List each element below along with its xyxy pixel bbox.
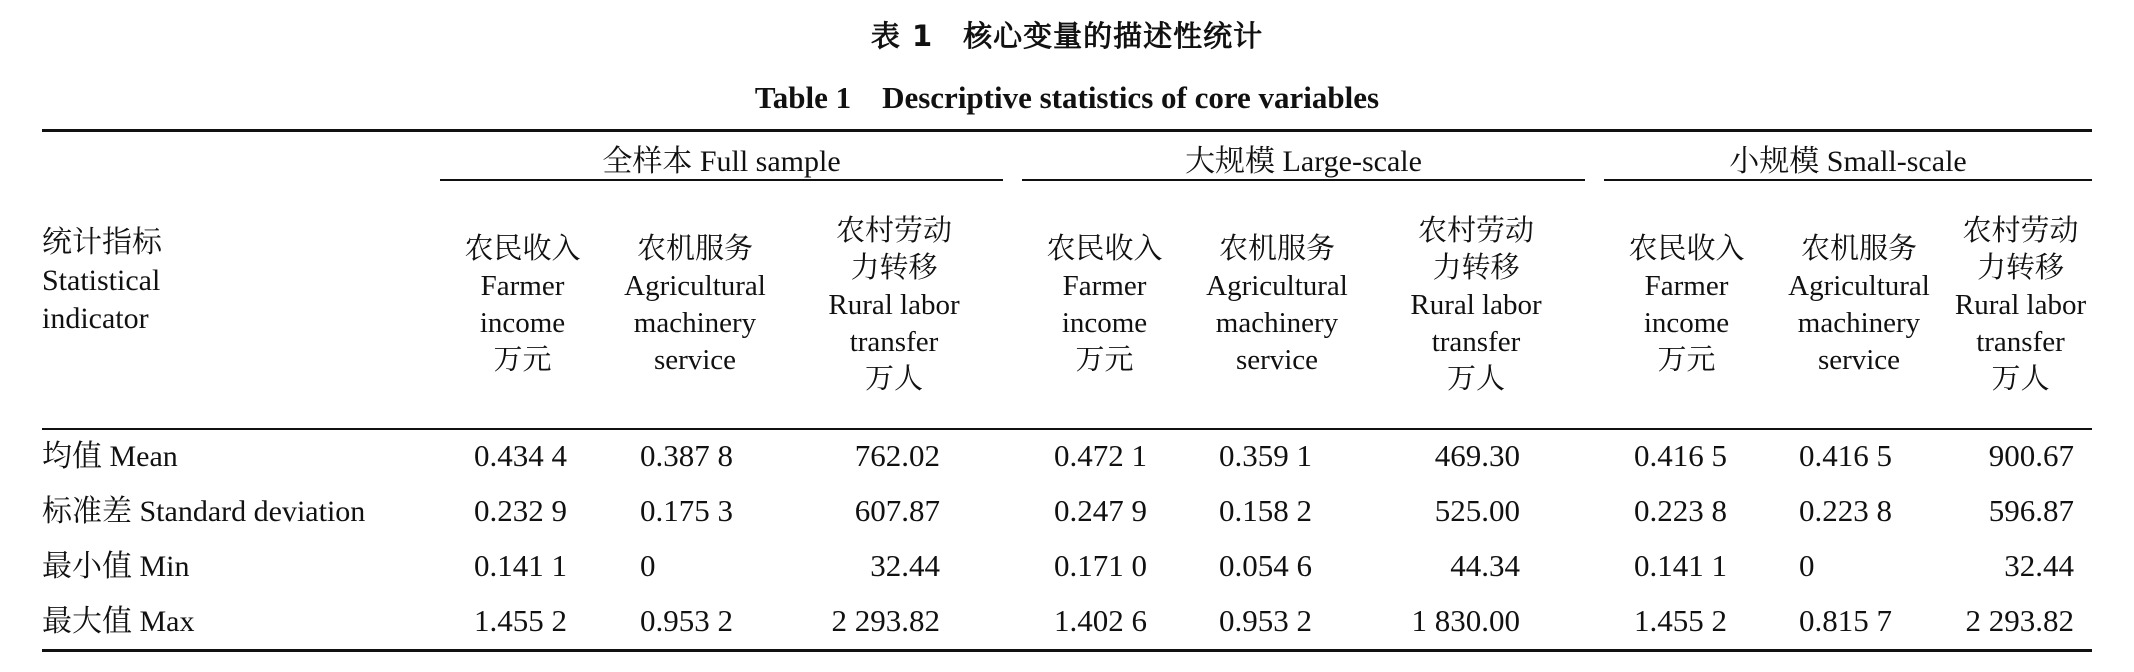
header-bottom-rule [42, 428, 2092, 430]
bottom-rule [42, 649, 2092, 652]
cell-mean-small-farmer-income: 0.416 5 [1634, 438, 1727, 473]
cell-max-small-machinery-service: 0.815 7 [1799, 603, 1892, 638]
col-header-farmer-income: 农民收入 Farmer income 万元 [464, 233, 581, 376]
table-title-cn: 表 1 核心变量的描述性统计 [870, 19, 1264, 53]
cell-min-full-labor-transfer: 32.44 [870, 548, 940, 583]
cell-min-small-labor-transfer: 32.44 [2004, 548, 2074, 583]
cell-max-large-farmer-income: 1.402 6 [1054, 603, 1147, 638]
col-header-farmer-income: 农民收入 Farmer income 万元 [1046, 233, 1163, 376]
cell-mean-full-labor-transfer: 762.02 [854, 438, 940, 473]
cell-mean-large-machinery-service: 0.359 1 [1219, 438, 1312, 473]
cell-sd-full-farmer-income: 0.232 9 [474, 493, 567, 528]
top-rule [42, 129, 2092, 132]
col-header-agricultural-machinery-service: 农机服务 Agricultural machinery service [1788, 233, 1930, 376]
cell-max-full-farmer-income: 1.455 2 [474, 603, 567, 638]
cell-mean-large-farmer-income: 0.472 1 [1054, 438, 1147, 473]
cell-sd-small-machinery-service: 0.223 8 [1799, 493, 1892, 528]
stub-header-cn: 统计指标 [42, 226, 162, 259]
cell-mean-small-machinery-service: 0.416 5 [1799, 438, 1892, 473]
col-header-agricultural-machinery-service: 农机服务 Agricultural machinery service [624, 233, 766, 376]
cell-min-full-farmer-income: 0.141 1 [474, 548, 567, 583]
row-label-mean: 均值 Mean [42, 440, 178, 473]
cell-max-small-farmer-income: 1.455 2 [1634, 603, 1727, 638]
cell-min-large-machinery-service: 0.054 6 [1219, 548, 1312, 583]
stub-header-en-2: indicator [42, 302, 149, 335]
col-header-rural-labor-transfer: 农村劳动 力转移 Rural labor transfer 万人 [828, 214, 960, 395]
cell-sd-full-labor-transfer: 607.87 [854, 493, 940, 528]
cell-sd-small-labor-transfer: 596.87 [1988, 493, 2074, 528]
cell-sd-large-farmer-income: 0.247 9 [1054, 493, 1147, 528]
row-label-standard-deviation: 标准差 Standard deviation [42, 495, 366, 528]
cell-max-large-labor-transfer: 1 830.00 [1411, 603, 1520, 638]
col-header-rural-labor-transfer: 农村劳动 力转移 Rural labor transfer 万人 [1954, 214, 2087, 395]
row-label-max: 最大值 Max [42, 605, 195, 638]
cell-min-small-machinery-service: 0 [1799, 548, 1815, 583]
table-title-en: Table 1 Descriptive statistics of core variables [754, 80, 1380, 115]
cell-max-full-machinery-service: 0.953 2 [640, 603, 733, 638]
cell-min-large-farmer-income: 0.171 0 [1054, 548, 1147, 583]
cell-mean-small-labor-transfer: 900.67 [1988, 438, 2074, 473]
cell-min-large-labor-transfer: 44.34 [1450, 548, 1520, 583]
cell-max-small-labor-transfer: 2 293.82 [1965, 603, 2074, 638]
col-header-agricultural-machinery-service: 农机服务 Agricultural machinery service [1206, 233, 1348, 376]
cell-sd-full-machinery-service: 0.175 3 [640, 493, 733, 528]
col-header-farmer-income: 农民收入 Farmer income 万元 [1628, 233, 1745, 376]
cell-sd-large-machinery-service: 0.158 2 [1219, 493, 1312, 528]
group-header-full-sample: 全样本 Full sample [602, 145, 841, 178]
cell-min-full-machinery-service: 0 [640, 548, 656, 583]
cell-min-small-farmer-income: 0.141 1 [1634, 548, 1727, 583]
cell-mean-full-machinery-service: 0.387 8 [640, 438, 733, 473]
group-header-small-scale: 小规模 Small-scale [1729, 145, 1967, 178]
cell-sd-large-labor-transfer: 525.00 [1434, 493, 1520, 528]
row-label-min: 最小值 Min [42, 550, 190, 583]
cell-sd-small-farmer-income: 0.223 8 [1634, 493, 1727, 528]
cell-mean-full-farmer-income: 0.434 4 [474, 438, 567, 473]
group-header-large-scale: 大规模 Large-scale [1185, 145, 1422, 178]
col-header-rural-labor-transfer: 农村劳动 力转移 Rural labor transfer 万人 [1410, 214, 1542, 395]
stub-header-en-1: Statistical [42, 264, 161, 297]
cell-max-large-machinery-service: 0.953 2 [1219, 603, 1312, 638]
cell-max-full-labor-transfer: 2 293.82 [831, 603, 940, 638]
cell-mean-large-labor-transfer: 469.30 [1434, 438, 1520, 473]
